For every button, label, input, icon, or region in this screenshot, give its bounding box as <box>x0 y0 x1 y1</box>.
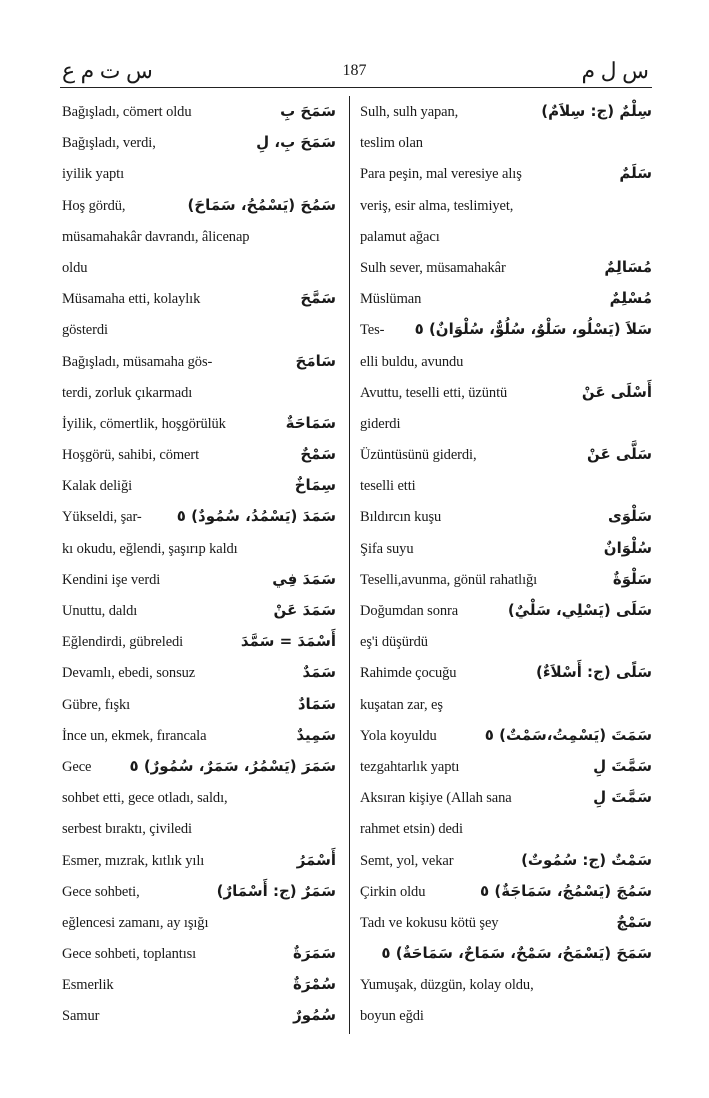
dictionary-line <box>360 813 652 844</box>
header-left-letters: س ت م ع <box>62 58 153 83</box>
dictionary-line <box>62 127 340 158</box>
dictionary-line <box>360 689 652 720</box>
arabic-headword: سَمَرَةٌ <box>293 944 336 963</box>
turkish-text: veriş, esir alma, teslimiyet, <box>360 197 514 214</box>
arabic-headword: سَمِيدٌ <box>296 725 336 744</box>
arabic-headword: سَلَى (يَسْلِي، سَلْيٌ) <box>507 601 652 619</box>
dictionary-line <box>360 158 652 189</box>
turkish-text: Tes- <box>360 322 385 339</box>
turkish-text: serbest bıraktı, çiviledi <box>62 821 192 838</box>
arabic-headword: سَامَحَ <box>295 351 336 370</box>
dictionary-line <box>62 190 340 221</box>
turkish-text: Tadı ve kokusu kötü şey <box>360 914 499 931</box>
turkish-text: Hoş gördü, <box>62 197 126 214</box>
dictionary-line <box>62 501 340 532</box>
arabic-headword: مُسْلِمٌ <box>609 289 652 308</box>
turkish-text: eğlencesi zamanı, ay ışığı <box>62 914 209 931</box>
dictionary-line <box>62 346 340 377</box>
arabic-headword: أَسْمَدَ = سَمَّدَ <box>240 632 336 651</box>
turkish-text: kuşatan zar, eş <box>360 696 443 713</box>
turkish-text: Kendini işe verdi <box>62 571 161 588</box>
turkish-text: müsamahakâr davrandı, âlicenap <box>62 228 250 245</box>
arabic-headword: مُسَالِمٌ <box>604 257 652 276</box>
turkish-text: rahmet etsin) dedi <box>360 821 463 838</box>
turkish-text: Teselli,avunma, gönül rahatlığı <box>360 571 538 588</box>
turkish-text: giderdi <box>360 415 401 432</box>
turkish-text: Bağışladı, müsamaha gös- <box>62 353 213 370</box>
turkish-text: tezgahtarlık yaptı <box>360 758 460 775</box>
turkish-text: Eğlendirdi, gübreledi <box>62 634 184 651</box>
dictionary-line <box>62 595 340 626</box>
turkish-text: Gübre, fışkı <box>62 696 131 713</box>
dictionary-line <box>62 938 340 969</box>
dictionary-line <box>360 782 652 813</box>
dictionary-line <box>62 689 340 720</box>
turkish-text: Sulh sever, müsamahakâr <box>360 259 506 276</box>
turkish-text: Gece sohbeti, <box>62 883 140 900</box>
dictionary-line <box>62 564 340 595</box>
dictionary-line <box>62 439 340 470</box>
dictionary-line <box>62 314 340 345</box>
left-column <box>62 96 340 1032</box>
dictionary-line <box>360 1000 652 1031</box>
header-right-letters: س ل م <box>581 58 649 83</box>
turkish-text: Şifa suyu <box>360 540 414 557</box>
dictionary-line <box>360 314 652 345</box>
turkish-text: Doğumdan sonra <box>360 603 459 619</box>
arabic-headword: سَمَدٌ <box>302 663 336 682</box>
turkish-text: Müsamaha etti, kolaylık <box>62 291 201 308</box>
turkish-text: boyun eğdi <box>360 1008 424 1025</box>
turkish-text: teselli etti <box>360 478 416 495</box>
dictionary-line <box>360 96 652 127</box>
arabic-headword: سَمَتَ (يَسْمِتُ،سَمْتٌ) ٥ <box>484 725 652 744</box>
arabic-headword: سَمُحَ (يَسْمُحُ، سَمَاحَ) <box>187 195 336 214</box>
dictionary-line <box>62 720 340 751</box>
header-rule <box>60 87 652 88</box>
dictionary-line <box>62 533 340 564</box>
turkish-text: Bıldırcın kuşu <box>360 509 442 526</box>
turkish-text: terdi, zorluk çıkarmadı <box>62 384 193 401</box>
dictionary-line <box>62 907 340 938</box>
dictionary-line <box>360 595 652 626</box>
turkish-text: iyilik yaptı <box>62 166 125 183</box>
arabic-headword: سَلَّى عَنْ <box>586 445 652 464</box>
turkish-text: Üzüntüsünü giderdi, <box>360 447 477 464</box>
arabic-headword: سَمَحَ بِ، لِ <box>256 133 336 152</box>
turkish-text: Semt, yol, vekar <box>360 852 454 869</box>
dictionary-line <box>360 564 652 595</box>
dictionary-line <box>62 969 340 1000</box>
dictionary-line <box>62 751 340 782</box>
turkish-text: palamut ağacı <box>360 228 440 245</box>
dictionary-line <box>360 907 652 938</box>
turkish-text: sohbet etti, gece otladı, saldı, <box>62 790 228 807</box>
arabic-headword: سَلْوَى <box>607 507 652 526</box>
turkish-text: Esmerlik <box>62 977 114 994</box>
turkish-text: Esmer, mızrak, kıtlık yılı <box>62 852 205 869</box>
turkish-text: teslim olan <box>360 135 423 152</box>
column-divider <box>349 96 350 1034</box>
dictionary-line <box>360 657 652 688</box>
right-column <box>360 96 652 1032</box>
arabic-headword: سُمُورٌ <box>293 1006 336 1025</box>
dictionary-line <box>62 813 340 844</box>
turkish-text: eş'i düşürdü <box>360 634 428 651</box>
dictionary-line <box>360 969 652 1000</box>
dictionary-line <box>62 96 340 127</box>
dictionary-line <box>360 938 652 969</box>
turkish-text: kı okudu, eğlendi, şaşırıp kaldı <box>62 540 238 557</box>
arabic-headword: سَمَادٌ <box>297 694 336 713</box>
arabic-headword: سَمْجٌ <box>616 912 652 931</box>
dictionary-line <box>360 533 652 564</box>
turkish-text: Yola koyuldu <box>360 727 437 744</box>
turkish-text: Gece sohbeti, toplantısı <box>62 946 197 963</box>
dictionary-line <box>360 190 652 221</box>
dictionary-line <box>62 876 340 907</box>
dictionary-line <box>62 377 340 408</box>
arabic-headword: سُلْوَانٌ <box>603 538 652 557</box>
turkish-text: Para peşin, mal veresiye alış <box>360 166 522 183</box>
turkish-text: Müslüman <box>360 291 422 308</box>
arabic-headword: أَسْمَرُ <box>296 850 336 869</box>
dictionary-line <box>62 782 340 813</box>
arabic-headword: سَمَرَ (يَسْمُرُ، سَمَرٌ، سُمُورٌ) ٥ <box>129 756 336 775</box>
arabic-headword: سَمَحَ بِ <box>280 102 336 120</box>
dictionary-line <box>360 346 652 377</box>
dictionary-line <box>62 252 340 283</box>
dictionary-line <box>62 470 340 501</box>
turkish-text: Bağışladı, verdi, <box>62 135 156 152</box>
arabic-headword: سَلًى (ج: أَسْلاَءٌ) <box>536 663 652 682</box>
turkish-text: Samur <box>62 1008 100 1025</box>
arabic-headword: سِلْمٌ (ج: سِلاَمٌ) <box>541 102 652 120</box>
dictionary-line <box>360 408 652 439</box>
dictionary-line <box>62 158 340 189</box>
dictionary-line <box>62 221 340 252</box>
arabic-headword: سَمَّتَ لِ <box>593 788 652 807</box>
page-number: 187 <box>342 62 367 79</box>
dictionary-line <box>360 377 652 408</box>
turkish-text: Sulh, sulh yapan, <box>360 104 459 120</box>
dictionary-line <box>62 657 340 688</box>
arabic-headword: سُمْرَةٌ <box>293 975 336 994</box>
dictionary-line <box>62 283 340 314</box>
turkish-text: Kalak deliği <box>62 478 133 495</box>
dictionary-line <box>360 470 652 501</box>
dictionary-line <box>360 501 652 532</box>
dictionary-line <box>62 1000 340 1031</box>
arabic-headword: سَمَّحَ <box>300 289 336 308</box>
dictionary-line <box>360 439 652 470</box>
turkish-text: Aksıran kişiye (Allah sana <box>360 790 512 807</box>
turkish-text: İyilik, cömertlik, hoşgörülük <box>62 415 226 432</box>
arabic-headword: أَسْلَى عَنْ <box>581 382 652 401</box>
dictionary-line <box>360 252 652 283</box>
turkish-text: Devamlı, ebedi, sonsuz <box>62 665 196 682</box>
dictionary-line <box>62 408 340 439</box>
arabic-headword: سَمَّتَ لِ <box>593 756 652 775</box>
turkish-text: Gece <box>62 758 92 775</box>
dictionary-line <box>360 221 652 252</box>
arabic-headword: سَمَاحَةٌ <box>285 413 336 432</box>
dictionary-line <box>360 720 652 751</box>
turkish-text: gösterdi <box>62 322 108 339</box>
arabic-headword: سَمَرٌ (ج: أَسْمَارٌ) <box>216 881 336 900</box>
arabic-headword: سَمْحٌ <box>300 445 336 464</box>
turkish-text: Bağışladı, cömert oldu <box>62 104 192 120</box>
turkish-text: elli buldu, avundu <box>360 353 464 370</box>
page-header <box>0 58 709 88</box>
turkish-text: Rahimde çocuğu <box>360 665 457 682</box>
dictionary-line <box>360 283 652 314</box>
turkish-text: Hoşgörü, sahibi, cömert <box>62 447 200 464</box>
turkish-text: Yumuşak, düzgün, kolay oldu, <box>360 977 534 994</box>
dictionary-line <box>360 751 652 782</box>
dictionary-line <box>62 626 340 657</box>
turkish-text: İnce un, ekmek, fırancala <box>62 727 207 744</box>
dictionary-line <box>360 845 652 876</box>
arabic-headword: سَلاَ (يَسْلُو، سَلْوٌ، سُلُوٌّ، سُلْوَانٌ) ٥ <box>414 320 652 339</box>
arabic-headword: سَمَدَ عَنْ <box>273 601 336 619</box>
arabic-headword: سَمَدَ فِي <box>272 569 336 588</box>
arabic-headword: سِمَاخٌ <box>294 476 336 495</box>
arabic-headword: سَمَدَ (يَسْمُدُ، سُمُودٌ) ٥ <box>176 507 336 526</box>
dictionary-line <box>360 127 652 158</box>
arabic-headword: سَمْتٌ (ج: سُمُوتٌ) <box>521 850 652 869</box>
dictionary-line <box>360 626 652 657</box>
turkish-text: Yükseldi, şar- <box>62 509 142 526</box>
dictionary-line <box>360 876 652 907</box>
turkish-text: oldu <box>62 259 88 276</box>
dictionary-line <box>62 845 340 876</box>
arabic-headword: سَلَمٌ <box>619 164 652 183</box>
turkish-text: Çirkin oldu <box>360 883 426 900</box>
turkish-text: Unuttu, daldı <box>62 603 138 619</box>
arabic-headword: سَلْوَةٌ <box>612 569 652 588</box>
turkish-text: Avuttu, teselli etti, üzüntü <box>360 384 508 401</box>
arabic-headword: سَمُجَ (يَسْمُجُ، سَمَاجَةٌ) ٥ <box>480 881 652 900</box>
arabic-headword: سَمَحَ (يَسْمَحُ، سَمْحٌ، سَمَاحٌ، سَمَاحَةٌ) ٥ <box>381 944 652 963</box>
